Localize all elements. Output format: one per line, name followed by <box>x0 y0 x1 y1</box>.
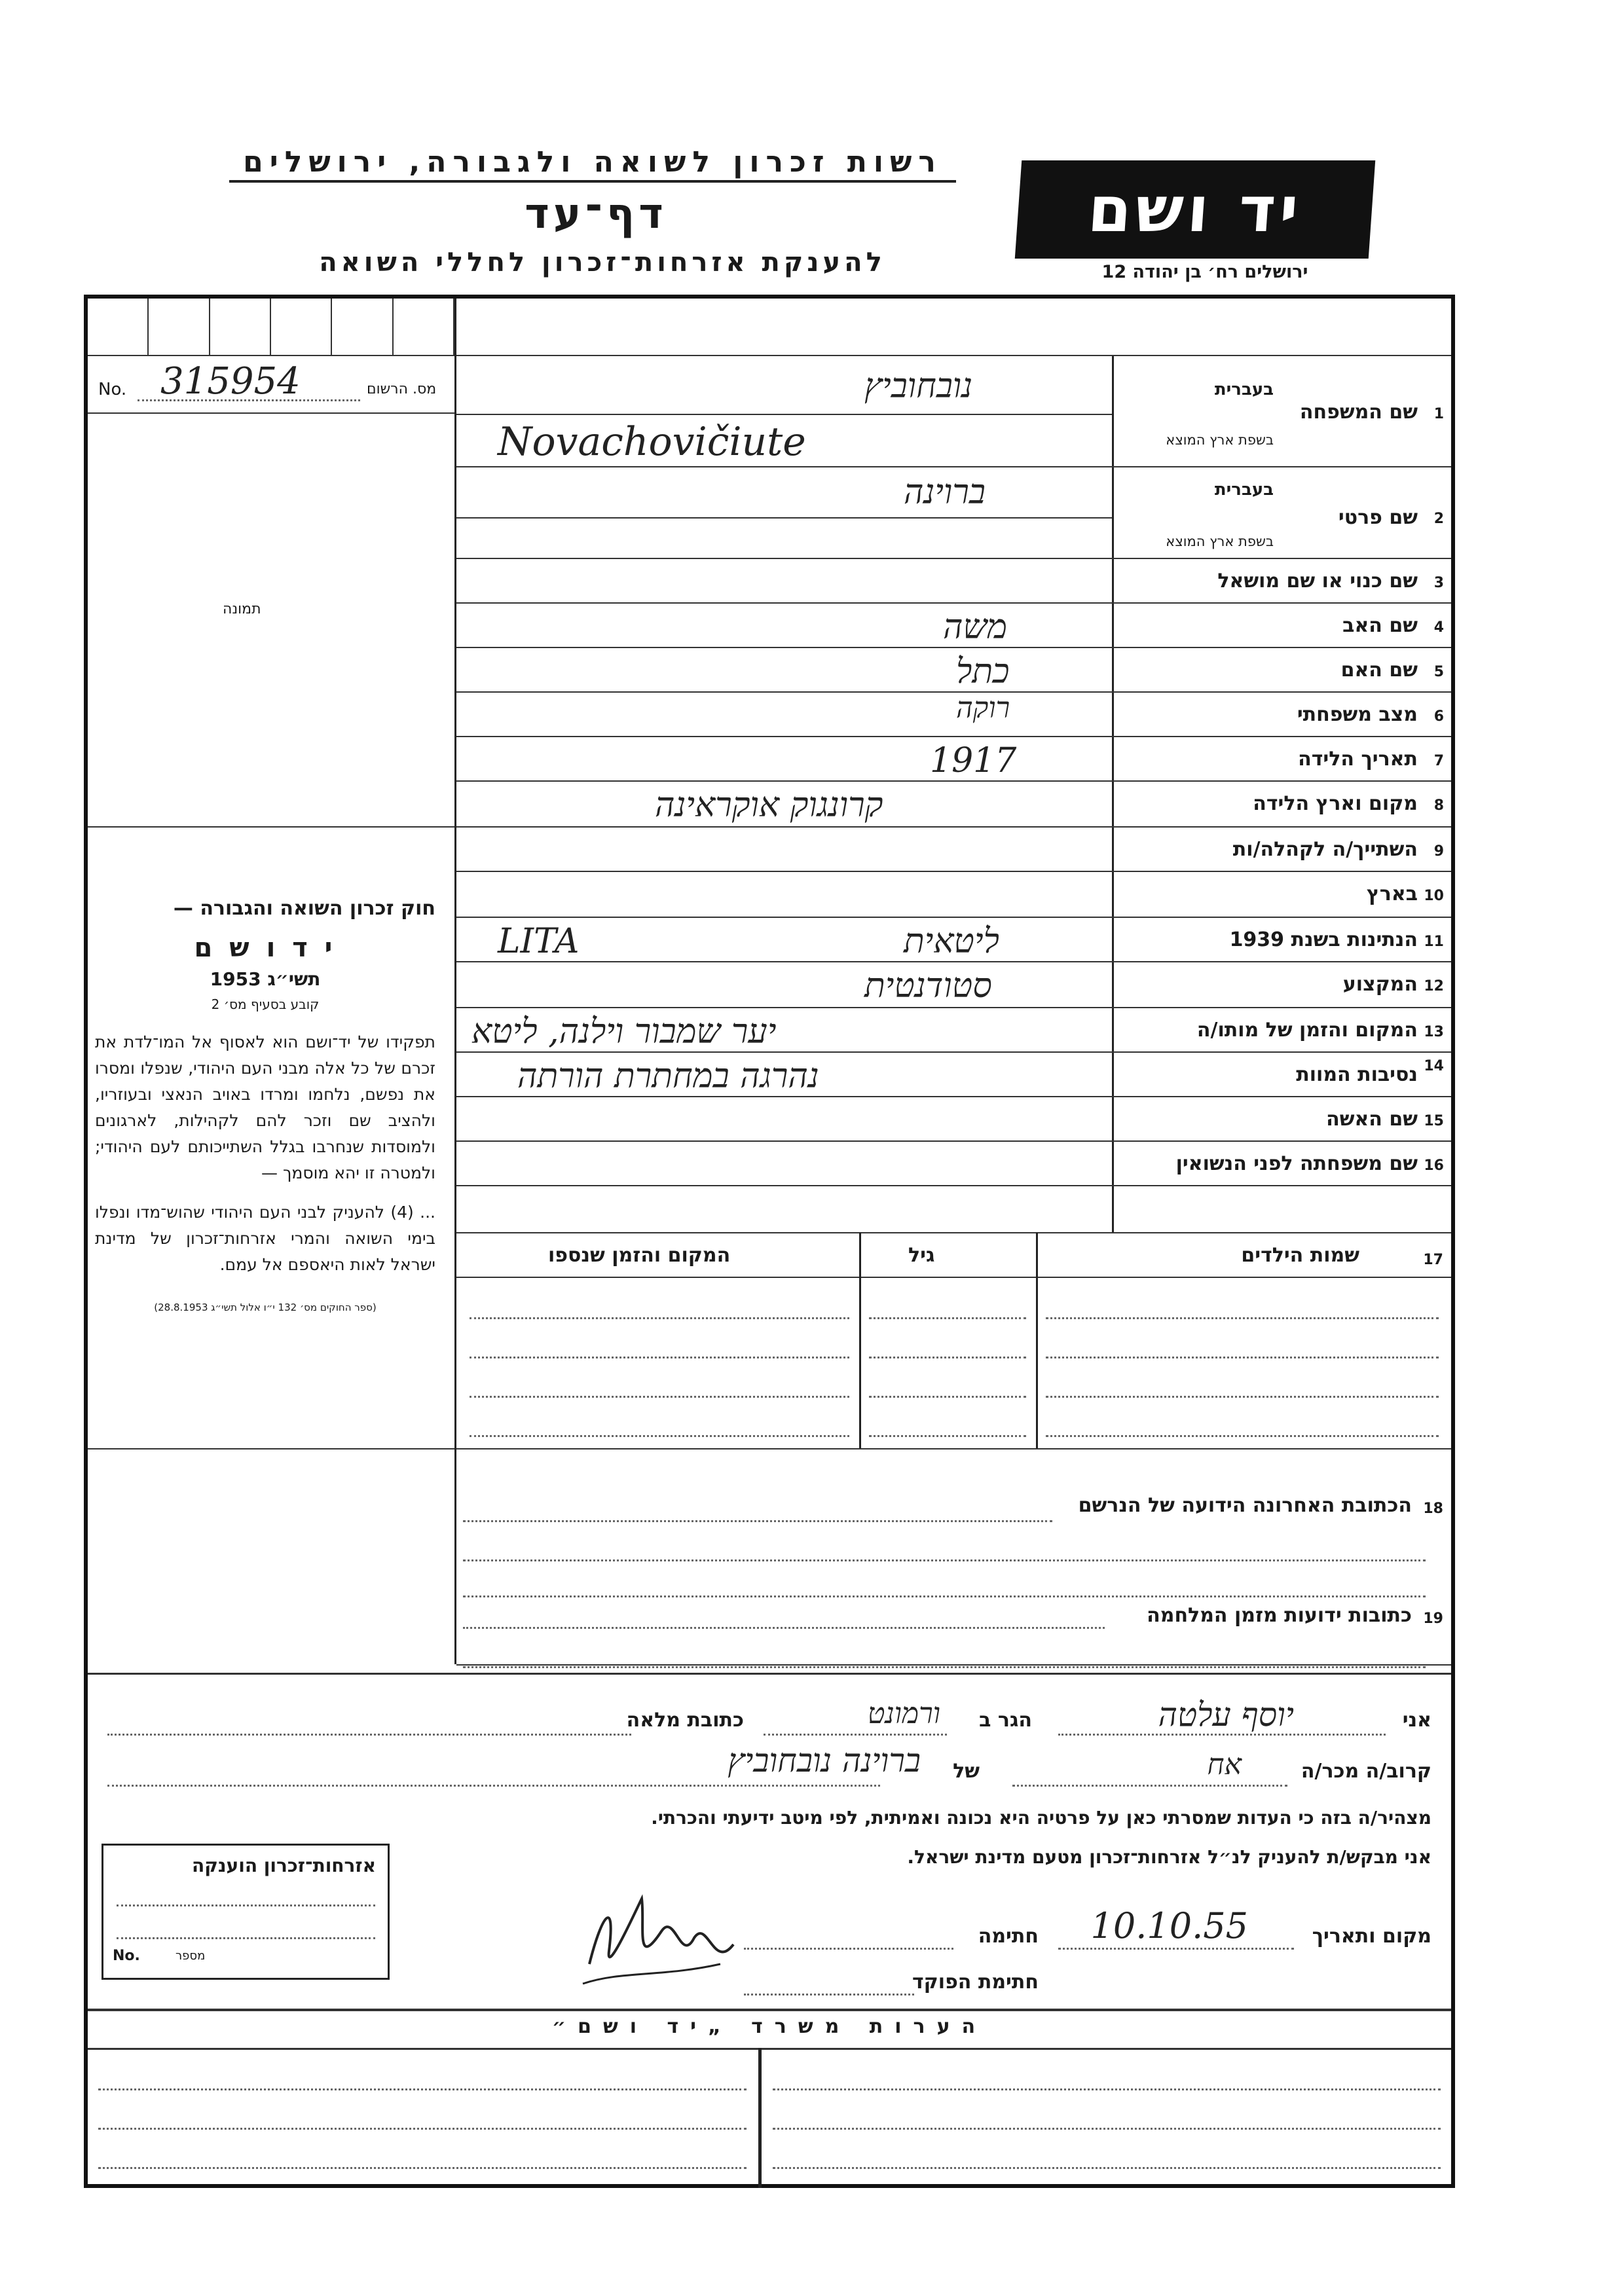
law-name: י ד ו ש ם <box>194 933 337 963</box>
remarks-header: הערות משרד „יד ושם״ <box>551 2015 987 2038</box>
field-11-value-latin: LITA <box>498 922 580 961</box>
field-6: 6 מצב משפחתי <box>1297 703 1444 726</box>
field-18: 18 הכתובת האחרונה הידועה של הנרשם <box>456 1448 1451 1599</box>
field-13: 13 המקום והזמן של מותו/ה <box>1196 1019 1444 1042</box>
authority-underline <box>229 180 956 183</box>
field-6-value: רוקה <box>956 691 1010 725</box>
col-age: גיל <box>908 1244 935 1267</box>
authority-title: רשות זכרון לשואה ולגבורה, ירושלים <box>243 145 942 179</box>
statement-1: מצהיר/ה בזה כי העדות שמסרתי כאן על פרטיה היא נכונה ואמיתית, לפי מיטב ידיעתי והכרתי. <box>651 1807 1431 1829</box>
photo-divider <box>88 826 454 828</box>
field-7: 7 תאריך הלידה <box>1298 748 1444 771</box>
field-8-value: קרונגוק אוקראינה <box>655 786 883 825</box>
field-12: 12 המקצוע <box>1342 973 1444 996</box>
form-title: דף־עד <box>525 190 667 238</box>
field-9: 9 השתייך/ה לקהלה/ות <box>1232 838 1444 861</box>
signature-mark <box>563 1872 760 2003</box>
field-2-value-hebrew: ברוינה <box>904 473 986 512</box>
field-7-value: 1917 <box>930 741 1017 780</box>
top-boxes-left <box>88 299 454 355</box>
registration-row <box>98 360 445 406</box>
yad-vashem-logo <box>1015 160 1375 259</box>
stamp-box-title: אזרחות־זכרון הוענקה <box>192 1855 376 1876</box>
field-15: 15 שם האשה <box>1326 1108 1444 1131</box>
stamp-box-no: No. <box>113 1948 140 1964</box>
remarks-divider <box>758 2048 762 2188</box>
field-17-children-table: 17 שמות הילדים גיל המקום והזמן שנספו <box>456 1232 1451 1448</box>
field-16: 16 שם משפחתה לפני הנשואין <box>1175 1152 1444 1175</box>
col-children-names: שמות הילדים <box>1241 1244 1359 1267</box>
photo-label: תמונה <box>223 601 261 617</box>
field-13-value: יער שמבור וילנה, ליטא <box>471 1012 777 1051</box>
field-11: 11 הנתינות בשנת 1939 <box>1229 928 1444 951</box>
field-1-family-name: 1 שם המשפחה בעברית בשפת ארץ המוצא <box>1166 380 1444 448</box>
stamp-box-number-label: מספר <box>175 1949 206 1963</box>
logo-text: יד ושם <box>1085 173 1305 246</box>
field-2-first-name: 2 שם פרטי בעברית בשפת ארץ המוצא <box>1166 480 1444 549</box>
registration-number: 315954 <box>160 360 301 403</box>
field-5: 5 שם האם <box>1340 659 1444 682</box>
field-10: 10 בארץ <box>1366 883 1444 905</box>
law-block <box>95 897 435 1313</box>
law-paragraph-1: תפקידו של יד־ושם הוא לאסוף אל המו־לדת את זכרם של כל אלה מבני העם היהודי, שנפלו ומסרו את נפשם, נלחמו ומרדו באויב הנאצי ובעוזריו, ולהציב שם וזכר להם לקהילות, לארגונים ולמוסדות שנחרבו בגלל השתייכותם לעם היהודי; ולמטרה זו יהא מוסמך — <box>95 1032 435 1182</box>
field-12-value: סטודנטית <box>864 966 992 1006</box>
relation-value: אח <box>1207 1748 1242 1781</box>
declarant-name: יוסף עלטה <box>1158 1696 1294 1734</box>
registration-no-label: No. <box>98 380 127 399</box>
registration-label: מס. הרשום <box>367 381 437 397</box>
law-clause: קובע בסעיף מס׳ 2 <box>211 996 320 1012</box>
declarant-residence: ורמונט <box>867 1697 940 1730</box>
declaration-date: 10.10.55 <box>1090 1905 1248 1946</box>
field-1-value-hebrew: נובחוביץ <box>864 367 973 406</box>
reg-divider <box>88 412 454 414</box>
field-4: 4 שם האב <box>1342 614 1444 637</box>
field-19: 19 כתובות ידועות מזמן המלחמה <box>456 1578 1451 1676</box>
field-14-value: נהרגה במחתרת הורתה <box>517 1057 819 1096</box>
law-citation: (ספר החוקים מס׳ 132 י״ו אלול תשי״ג 28.8.1953) <box>154 1302 377 1313</box>
form-subtitle: להענקת אזרחות־זכרון לחללי השואה <box>319 247 886 278</box>
field-8: 8 מקום וארץ הלידה <box>1253 792 1444 815</box>
right-lower-divider <box>454 1448 456 1664</box>
labels-divider <box>1112 355 1114 1232</box>
declaration: אני יוסף עלטה הגר ב ורמונט כתובת מלאה קרוב/ה מכר/ה אח של ברוינה נובחוביץ מצהיר/ה בזה כי העדות שמסרתי כאן על פרטיה היא נכונה ואמיתית, לפי מיטב ידיעתי והכרתי. אני מבקש/ת להעניק לנ״ל אזרחות־זכרון מטעם מדינת ישראל. מקום ותאריך 10.10.55 חתימה חתימת הפוקד <box>88 1683 1451 2023</box>
col-place-time: המקום והזמן שנספו <box>548 1244 731 1267</box>
law-paragraph-2: ... (4) להעניק לבני העם היהודי שהוש־מדו ונפלו בימי השואה והמרי אזרחות־זכרון של מדינת ישראל לאות היאספם אל עמם. <box>95 1203 435 1274</box>
address: ירושלים רח׳ בן יהודה 12 <box>1101 262 1308 282</box>
field-4-value: משה <box>943 608 1008 647</box>
field-11-value-hebrew: ליטאית <box>904 922 999 961</box>
field-3: 3 שם כנוי או שם מושאל <box>1217 570 1444 592</box>
statement-2: אני מבקש/ת להעניק לנ״ל אזרחות־זכרון מטעם מדינת ישראל. <box>907 1846 1431 1868</box>
field-5-value: כתל <box>956 652 1010 691</box>
citizenship-stamp-box <box>101 1844 390 1980</box>
victim-name-ref: ברוינה נובחוביץ <box>728 1741 921 1779</box>
law-title: חוק זכרון השואה והגבורה — <box>173 897 435 920</box>
law-year: תשי״ג 1953 <box>210 968 321 990</box>
field-14: 14 נסיבות המוות <box>1296 1058 1444 1086</box>
field-1-value-latin: Novachovičiute <box>498 419 806 465</box>
